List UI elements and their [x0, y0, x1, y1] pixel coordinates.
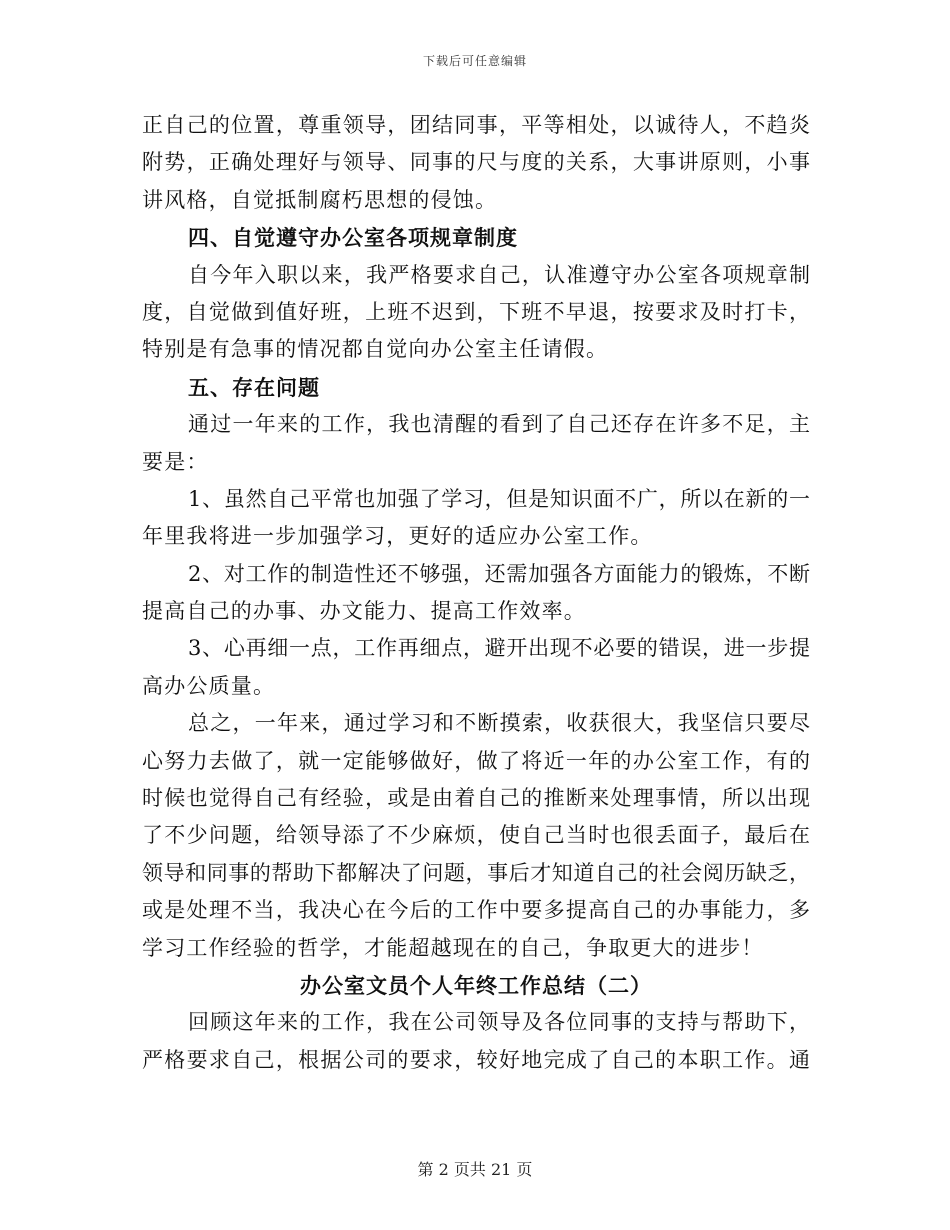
document-body	[142, 107, 810, 1079]
section-heading: 四、自觉遵守办公室各项规章制度	[188, 225, 518, 251]
body-line: 3、心再细一点，工作再细点，避开出现不必要的错误，进一步提	[188, 636, 810, 661]
body-line: 通过一年来的工作，我也清醒的看到了自己还存在许多不足，主	[188, 412, 810, 437]
page-header: 下载后可任意编辑	[422, 54, 527, 68]
body-line: 总之，一年来，通过学习和不断摸索，收获很大，我坚信只要尽	[188, 711, 810, 736]
body-line: 附势，正确处理好与领导、同事的尺与度的关系，大事讲原则，小事	[142, 150, 810, 175]
body-line: 年里我将进一步加强学习，更好的适应办公室工作。	[142, 524, 653, 549]
body-line: 严格要求自己，根据公司的要求，较好地完成了自己的本职工作。通	[142, 1047, 810, 1072]
body-line: 高办公质量。	[142, 673, 276, 698]
body-line: 度，自觉做到值好班，上班不迟到，下班不早退，按要求及时打卡，	[142, 299, 810, 324]
section-heading: 五、存在问题	[188, 374, 320, 400]
body-line: 时候也觉得自己有经验，或是由着自己的推断来处理事情，所以出现	[142, 786, 810, 811]
body-line: 正自己的位置，尊重领导，团结同事，平等相处，以诚待人，不趋炎	[142, 113, 810, 137]
body-line: 2、对工作的制造性还不够强，还需加强各方面能力的锻炼，不断	[188, 561, 810, 586]
body-line: 特别是有急事的情况都自觉向办公室主任请假。	[142, 337, 609, 362]
body-line: 讲风格，自觉抵制腐朽思想的侵蚀。	[142, 187, 498, 212]
body-line: 提高自己的办事、办文能力、提高工作效率。	[142, 599, 586, 624]
body-line: 要是：	[142, 449, 209, 474]
body-line: 自今年入职以来，我严格要求自己，认准遵守办公室各项规章制	[188, 262, 810, 287]
body-line: 回顾这年来的工作，我在公司领导及各位同事的支持与帮助下，	[188, 1010, 810, 1035]
body-line: 了不少问题，给领导添了不少麻烦，使自己当时也很丢面子，最后在	[142, 823, 810, 848]
body-line: 领导和同事的帮助下都解决了问题，事后才知道自己的社会阅历缺乏，	[142, 860, 810, 885]
body-line: 1、虽然自己平常也加强了学习，但是知识面不广，所以在新的一	[188, 486, 810, 511]
body-line: 或是处理不当，我决心在今后的工作中要多提高自己的办事能力，多	[142, 898, 810, 923]
article-title: 办公室文员个人年终工作总结（二）	[300, 972, 652, 998]
body-line: 学习工作经验的哲学，才能超越现在的自己，争取更大的进步！	[142, 935, 764, 960]
body-line: 心努力去做了，就一定能够做好，做了将近一年的办公室工作，有的	[142, 748, 810, 773]
page-number: 第 2 页共 21 页	[417, 1160, 533, 1179]
